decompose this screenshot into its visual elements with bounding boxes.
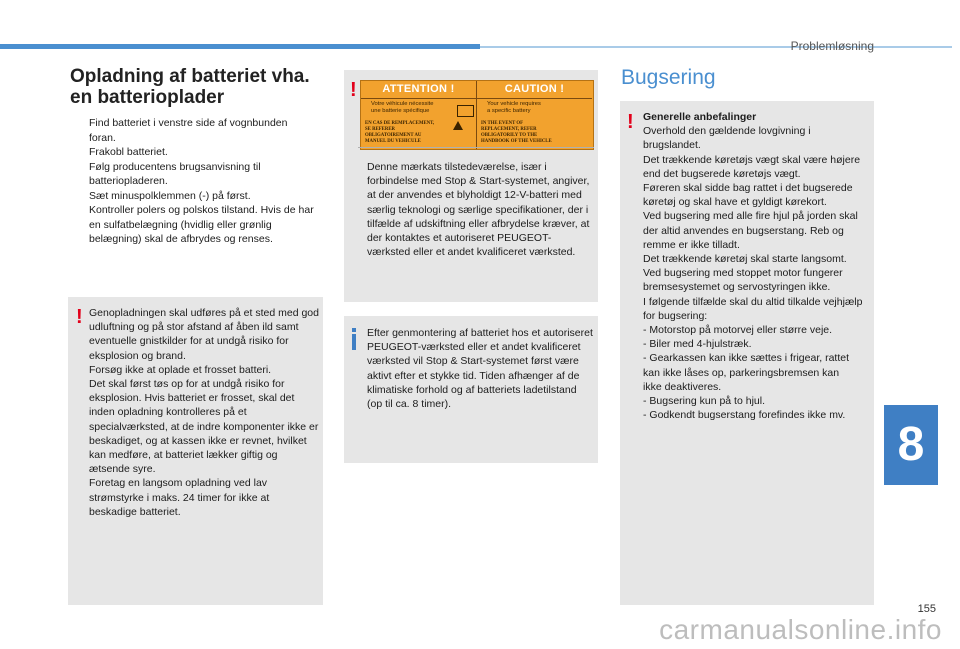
charging-warning-text: Genopladningen skal udføres på et sted med god udluftning og på stor afstand af åben ild samt eventuelle gnistkilder for at undgå risiko for eksplosion og brand. Forsøg ikke at oplade et frosset batteri. Det skal først tøs op for at undgå risiko for eksplosion. Hvis batteriet er frosset, skal det inden opladning kontrolleres på et specialværksted, at de indre komponenter ikke er beskadiget, og at kassen ikke er revnet, hvilket kan medføre, at batteriet lækker giftig og ætsende syre. Foretag en langsom opladning ved lav strømstyrke i maks. 24 timer for ikke at beskadige batteriet. bbox=[89, 307, 319, 518]
page-number: 155 bbox=[917, 603, 936, 615]
label-fr-small-text: Votre véhicule nécessite une batterie spécifique bbox=[371, 101, 434, 114]
section-header: Problemløsning bbox=[790, 39, 874, 53]
list-item: Kontroller polers og polskos tilstand. Hvis de har en sulfatbelægning (hvidlig eller grønlig belægning) skal de afbrydes og renses. bbox=[89, 204, 314, 245]
label-en-small-text: Your vehicle requires a specific battery bbox=[487, 101, 541, 114]
warning-exclamation-icon: ! bbox=[350, 79, 357, 101]
watermark-text: carmanualsonline.info bbox=[659, 614, 942, 645]
info-icon bbox=[352, 334, 356, 350]
list-item: Følg producentens brugsanvisning til batteriopladeren. bbox=[89, 160, 261, 187]
label-english-half bbox=[477, 81, 592, 149]
step-list bbox=[70, 116, 315, 247]
warning-triangle-icon bbox=[453, 121, 463, 130]
towing-warning-text: Overhold den gældende lovgivning i brugslandet. Det trækkende køretøjs vægt skal være højere end det bugserede køretøjs vægt. Føreren skal sidde bag rattet i det bugserede køretøj og skal have et gyldigt kørekort. Ved bugsering med alle fire hjul på jorden skal der altid anvendes en bugserstang. Reb og remme er ikke tilladt. Det trækkende køretøj skal starte langsomt. Ved bugsering med stoppet motor fungerer bremsesystemet og servostyringen ikke. I følgende tilfælde skal du altid tilkalde vejhjælp for bugsering: - Motorstop på motorvej eller større veje. - Biler med 4-hjulstræk. - Gearkassen kan ikke sættes i frigear, rattet kan ikke låses op, parkeringsbremsen kan ikke deaktiveres. - Bugsering kun på to hjul. - Godkendt bugserstang forefindes ikke mv. bbox=[643, 125, 863, 422]
header-accent-bar bbox=[0, 44, 480, 49]
label-french-half bbox=[361, 81, 477, 149]
battery-icon bbox=[457, 105, 474, 117]
list-item: Frakobl batteriet. bbox=[89, 146, 168, 158]
battery-label-description: Denne mærkats tilstedeværelse, især i forbindelse med Stop & Start-systemet, angiver, at der anvendes et blyholdigt 12-V-batteri med særlig teknologi og særlige specifikationer, der i tilfælde af udskiftning eller afbrydelse kræver, at der kontaktes et autoriseret PEUGEOT-værksted eller et andet kvalificeret værksted. bbox=[367, 161, 590, 259]
page-title-line1: Opladning af batteriet vha. bbox=[70, 66, 310, 87]
warning-exclamation-icon: ! bbox=[76, 306, 83, 328]
warning-exclamation-icon: ! bbox=[627, 111, 634, 133]
label-fr-caps-text: EN CAS DE REMPLACEMENT, SE REFERER OBLIGATOIREMENT AU MANUEL DU VEHICULE bbox=[365, 121, 435, 144]
list-item: Sæt minuspolklemmen (-) på først. bbox=[89, 189, 251, 202]
towing-warning-content bbox=[643, 110, 871, 422]
chapter-tab bbox=[884, 405, 938, 485]
label-divider bbox=[361, 98, 476, 99]
battery-warning-label-image bbox=[360, 80, 594, 150]
header-rule bbox=[480, 46, 952, 48]
towing-warning-heading: Generelle anbefalinger bbox=[643, 111, 757, 123]
label-attention: ATTENTION ! bbox=[382, 83, 455, 95]
list-item: Find batteriet i venstre side af vognbunden foran. bbox=[89, 117, 288, 144]
page-title-line2: en batterioplader bbox=[70, 87, 225, 108]
stop-start-info-text: Efter genmontering af batteriet hos et autoriseret PEUGEOT-værksted eller et andet kvalificeret værksted vil Stop & Start-systemet først være aktivt efter et stykke tid. Tiden afhænger af de klimatiske forhold og af batteriets ladetilstand (op til ca. 8 timer). bbox=[367, 327, 593, 411]
page-title bbox=[70, 66, 330, 108]
label-divider-line bbox=[358, 147, 594, 148]
towing-title: Bugsering bbox=[621, 66, 716, 89]
label-en-caps-text: IN THE EVENT OF REPLACEMENT, REFER OBLIGATORILY TO THE HANDBOOK OF THE VEHICLE bbox=[481, 121, 552, 144]
label-divider bbox=[477, 98, 592, 99]
label-caution: CAUTION ! bbox=[504, 83, 565, 95]
chapter-number: 8 bbox=[897, 418, 925, 471]
